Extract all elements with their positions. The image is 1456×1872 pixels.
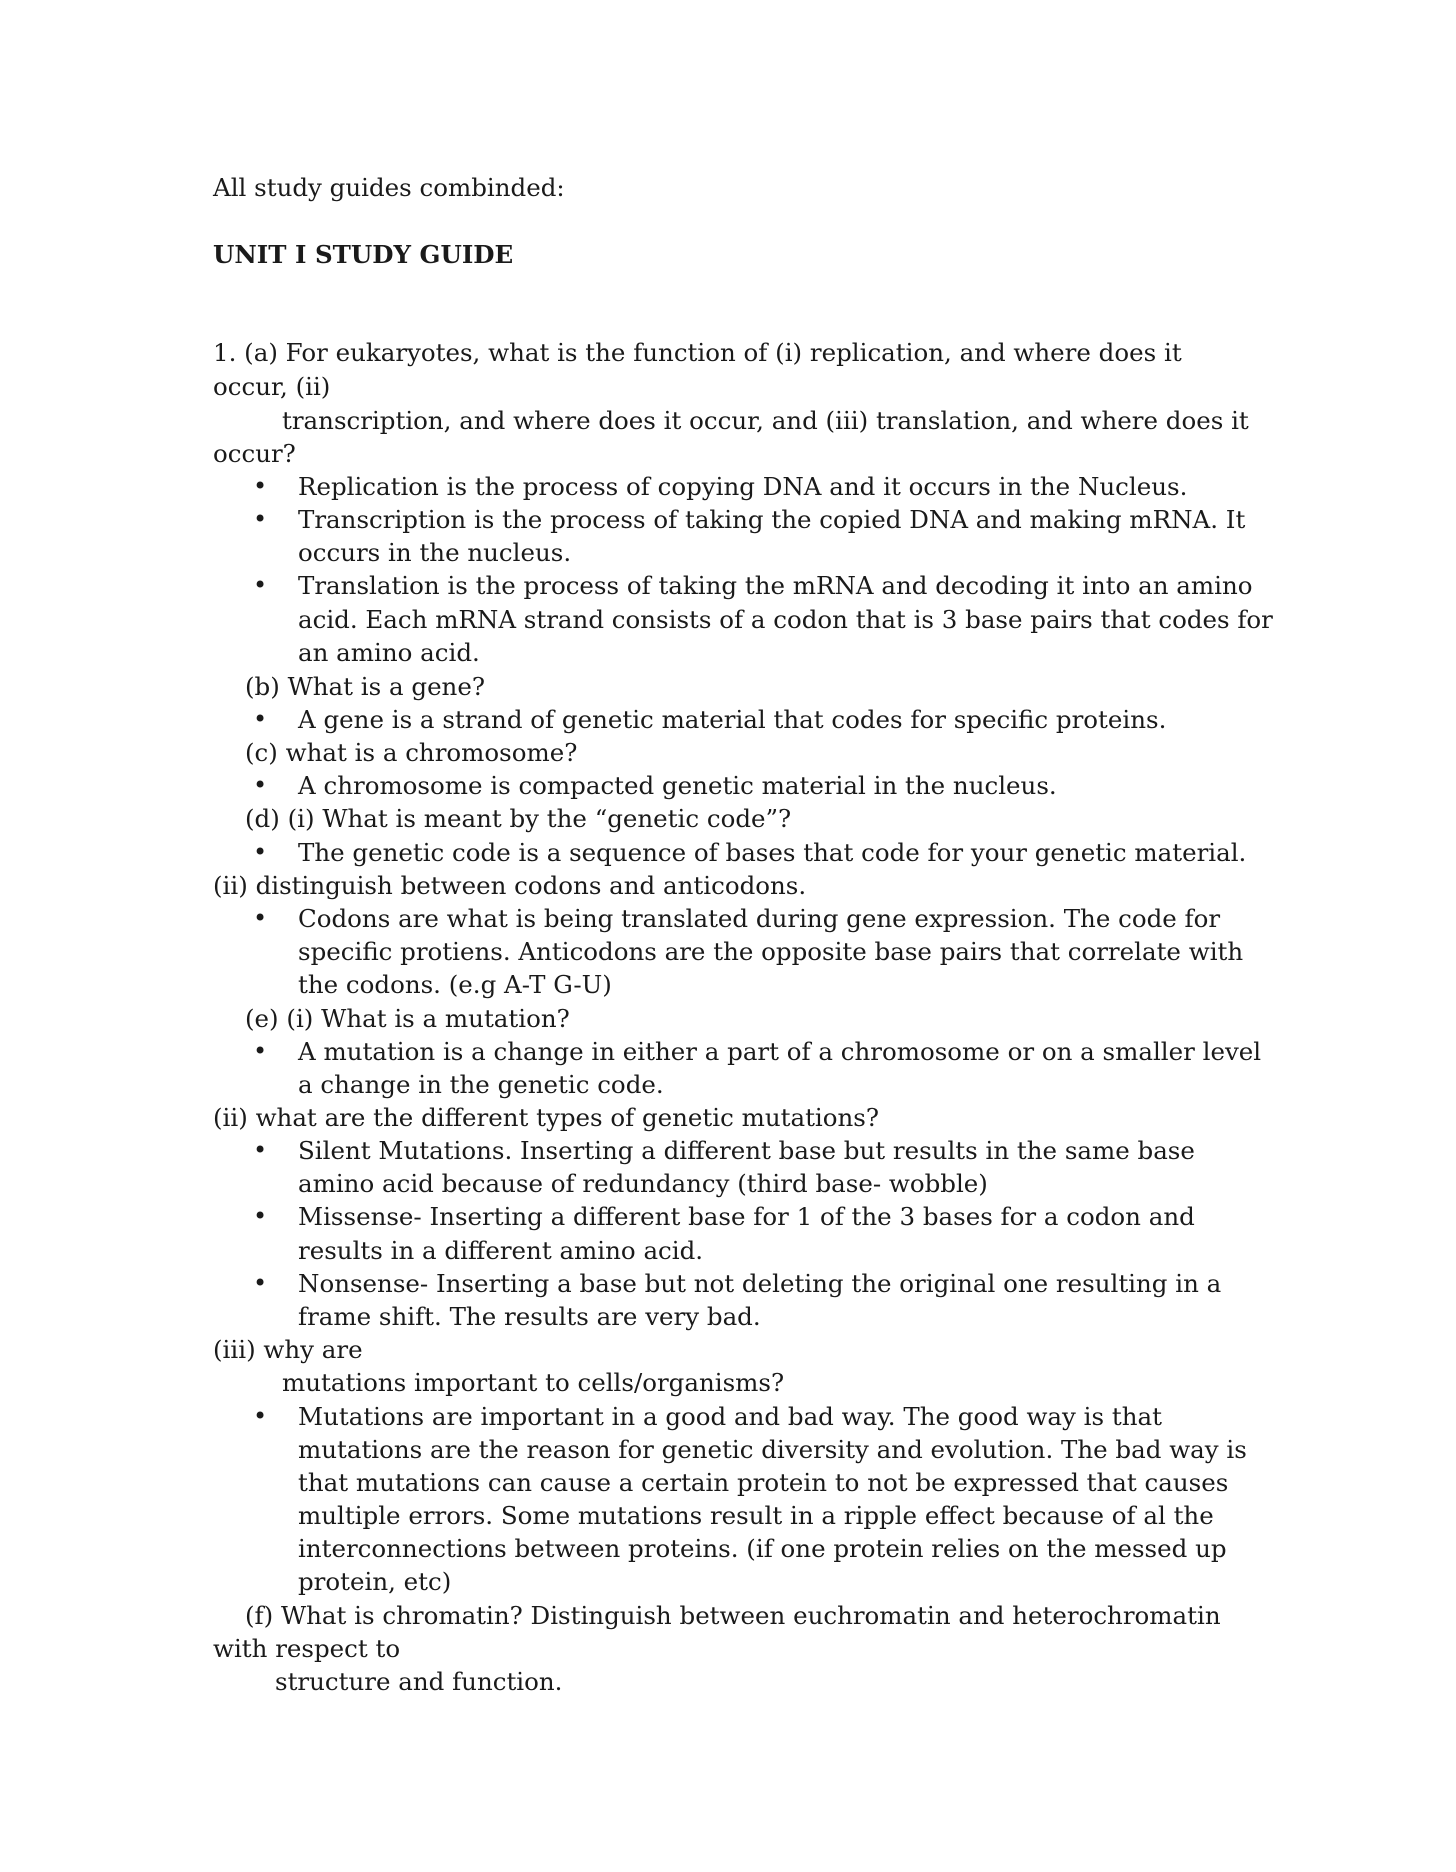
answer-translation-line-2: acid. Each mRNA strand consists of a codon that is 3 base pairs that codes for (298, 605, 1273, 634)
intro-text: All study guides combinded: (213, 173, 565, 202)
question-1e-iii-line-1: (iii) why are (213, 1335, 363, 1364)
question-1d-ii: (ii) distinguish between codons and anticodons. (213, 871, 807, 900)
answer-silent-line-2: amino acid because of redundancy (third base- wobble) (298, 1169, 988, 1198)
question-1c: (c) what is a chromosome? (245, 738, 578, 767)
bullet-icon: • (253, 904, 268, 932)
answer-silent-line-1: Silent Mutations. Inserting a different base but results in the same base (298, 1136, 1195, 1165)
answer-importance-line-2: mutations are the reason for genetic diversity and evolution. The bad way is (298, 1435, 1247, 1464)
answer-codons-line-1: Codons are what is being translated during gene expression. The code for (298, 904, 1221, 933)
bullet-icon: • (253, 838, 268, 866)
question-1d: (d) (i) What is meant by the “genetic code”? (245, 804, 792, 833)
answer-genetic-code: The genetic code is a sequence of bases that code for your genetic material. (298, 838, 1247, 867)
answer-gene: A gene is a strand of genetic material that codes for specific proteins. (298, 705, 1167, 734)
answer-mutation-line-1: A mutation is a change in either a part of a chromosome or on a smaller level (298, 1037, 1262, 1066)
bullet-icon: • (253, 472, 268, 500)
question-1a-line-4: occur? (213, 439, 296, 468)
bullet-icon: • (253, 571, 268, 599)
bullet-icon: • (253, 505, 268, 533)
answer-importance-line-3: that mutations can cause a certain protein to not be expressed that causes (298, 1468, 1229, 1497)
answer-missense-line-1: Missense- Inserting a different base for 1 of the 3 bases for a codon and (298, 1202, 1195, 1231)
answer-importance-line-5: interconnections between proteins. (if one protein relies on the messed up (298, 1534, 1227, 1563)
question-1f-line-2: with respect to (213, 1634, 401, 1663)
bullet-icon: • (253, 1037, 268, 1065)
answer-transcription-line-2: occurs in the nucleus. (298, 538, 572, 567)
bullet-icon: • (253, 771, 268, 799)
question-1a-line-1: 1. (a) For eukaryotes, what is the function of (i) replication, and where does it (213, 338, 1182, 367)
question-1e: (e) (i) What is a mutation? (245, 1004, 570, 1033)
question-1f-line-3: structure and function. (275, 1667, 563, 1696)
answer-transcription-line-1: Transcription is the process of taking the copied DNA and making mRNA. It (298, 505, 1246, 534)
question-1e-iii-line-2: mutations important to cells/organisms? (282, 1368, 785, 1397)
answer-codons-line-2: specific protiens. Anticodons are the opposite base pairs that correlate with (298, 937, 1244, 966)
answer-importance-line-1: Mutations are important in a good and bad way. The good way is that (298, 1402, 1162, 1431)
question-1f-line-1: (f) What is chromatin? Distinguish between euchromatin and heterochromatin (245, 1601, 1221, 1630)
question-1a-line-3: transcription, and where does it occur, and (iii) translation, and where does it (282, 406, 1249, 435)
question-1b: (b) What is a gene? (245, 672, 485, 701)
bullet-icon: • (253, 1402, 268, 1430)
answer-mutation-line-2: a change in the genetic code. (298, 1070, 664, 1099)
answer-missense-line-2: results in a different amino acid. (298, 1236, 704, 1265)
answer-codons-line-3: the codons. (e.g A-T G-U) (298, 970, 612, 999)
bullet-icon: • (253, 1136, 268, 1164)
unit-heading: UNIT I STUDY GUIDE (213, 240, 514, 269)
answer-translation-line-3: an amino acid. (298, 638, 480, 667)
bullet-icon: • (253, 1269, 268, 1297)
question-1a-line-2: occur, (ii) (213, 372, 331, 401)
answer-chromosome: A chromosome is compacted genetic material in the nucleus. (298, 771, 1057, 800)
answer-translation-line-1: Translation is the process of taking the mRNA and decoding it into an amino (298, 571, 1253, 600)
question-1e-ii: (ii) what are the different types of genetic mutations? (213, 1103, 879, 1132)
bullet-icon: • (253, 1202, 268, 1230)
answer-importance-line-4: multiple errors. Some mutations result in a ripple effect because of al the (298, 1501, 1214, 1530)
answer-nonsense-line-2: frame shift. The results are very bad. (298, 1302, 761, 1331)
answer-importance-line-6: protein, etc) (298, 1567, 452, 1596)
bullet-icon: • (253, 705, 268, 733)
answer-nonsense-line-1: Nonsense- Inserting a base but not deleting the original one resulting in a (298, 1269, 1222, 1298)
answer-replication: Replication is the process of copying DNA and it occurs in the Nucleus. (298, 472, 1188, 501)
